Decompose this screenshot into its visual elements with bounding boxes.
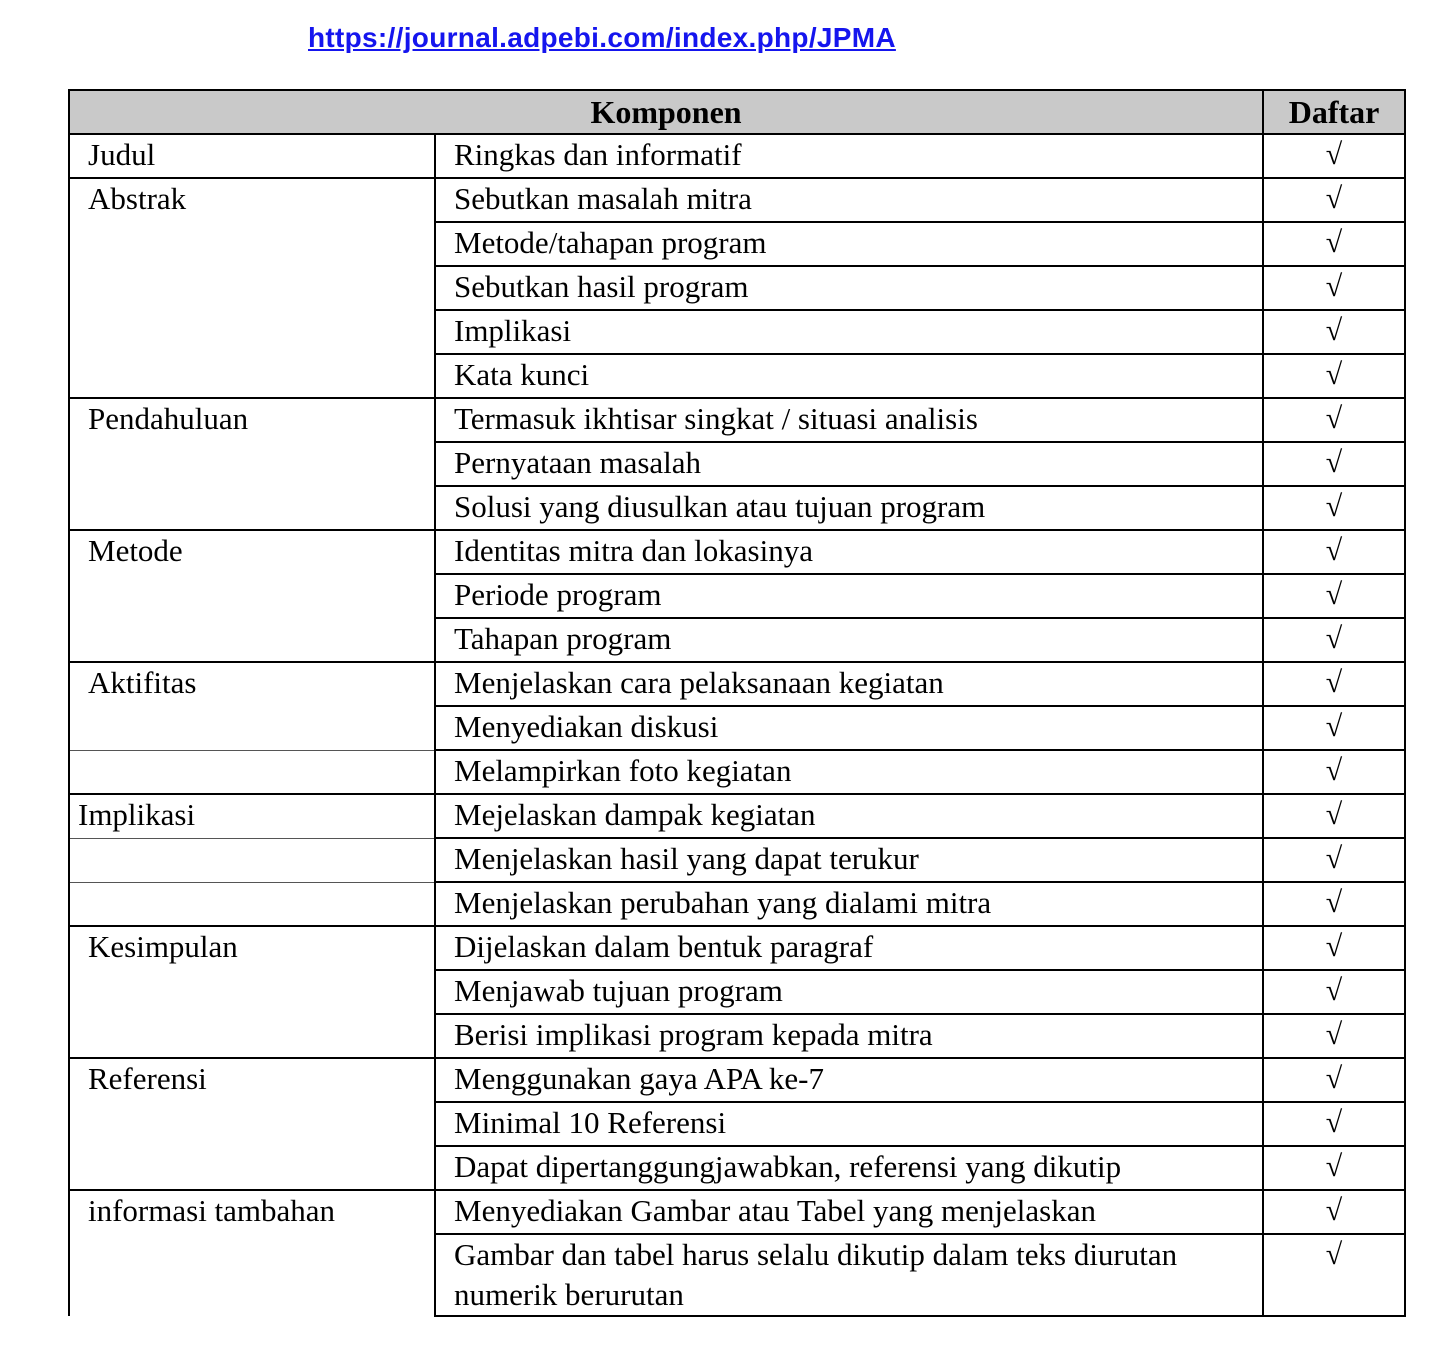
criteria-item: Gambar dan tabel harus selalu dikutip dalam teks diurutan numerik berurutan — [435, 1234, 1263, 1316]
criteria-item: Menjelaskan cara pelaksanaan kegiatan — [435, 662, 1263, 706]
criteria-item: Sebutkan masalah mitra — [435, 178, 1263, 222]
component-name: Judul — [69, 134, 435, 178]
check-mark: √ — [1263, 794, 1405, 838]
check-mark: √ — [1263, 706, 1405, 750]
criteria-item: Menjawab tujuan program — [435, 970, 1263, 1014]
component-name: Kesimpulan — [69, 926, 435, 1058]
component-name-empty — [69, 882, 435, 926]
check-mark: √ — [1263, 134, 1405, 178]
check-mark: √ — [1263, 1058, 1405, 1102]
check-mark: √ — [1263, 1146, 1405, 1190]
criteria-item: Periode program — [435, 574, 1263, 618]
table-row — [69, 750, 1405, 794]
table-row — [69, 794, 1405, 838]
table-row — [69, 882, 1405, 926]
criteria-item: Melampirkan foto kegiatan — [435, 750, 1263, 794]
criteria-item: Termasuk ikhtisar singkat / situasi analisis — [435, 398, 1263, 442]
check-mark: √ — [1263, 222, 1405, 266]
table-header-row — [69, 90, 1405, 134]
table-row — [69, 178, 1405, 222]
check-mark: √ — [1263, 178, 1405, 222]
check-mark: √ — [1263, 1014, 1405, 1058]
journal-url-link[interactable]: https://journal.adpebi.com/index.php/JPMA — [308, 22, 896, 53]
header-komponen: Komponen — [69, 90, 1263, 134]
component-name: Abstrak — [69, 178, 435, 398]
check-mark: √ — [1263, 1102, 1405, 1146]
check-mark: √ — [1263, 1234, 1405, 1316]
checklist-body — [69, 134, 1405, 1316]
header-daftar: Daftar — [1263, 90, 1405, 134]
criteria-item: Menyediakan diskusi — [435, 706, 1263, 750]
component-name: Referensi — [69, 1058, 435, 1190]
component-name-empty — [69, 706, 435, 750]
check-mark: √ — [1263, 398, 1405, 442]
check-mark: √ — [1263, 970, 1405, 1014]
check-mark: √ — [1263, 662, 1405, 706]
criteria-item: Dijelaskan dalam bentuk paragraf — [435, 926, 1263, 970]
table-row — [69, 662, 1405, 706]
criteria-item: Menjelaskan hasil yang dapat terukur — [435, 838, 1263, 882]
check-mark: √ — [1263, 486, 1405, 530]
check-mark: √ — [1263, 926, 1405, 970]
check-mark: √ — [1263, 750, 1405, 794]
component-name: Aktifitas — [69, 662, 435, 706]
criteria-item: Metode/tahapan program — [435, 222, 1263, 266]
checklist-table — [68, 89, 1406, 1317]
table-row — [69, 926, 1405, 970]
component-name-empty — [69, 750, 435, 794]
check-mark: √ — [1263, 618, 1405, 662]
table-row — [69, 838, 1405, 882]
criteria-item: Kata kunci — [435, 354, 1263, 398]
component-name: informasi tambahan — [69, 1190, 435, 1316]
check-mark: √ — [1263, 530, 1405, 574]
check-mark: √ — [1263, 574, 1405, 618]
criteria-item: Identitas mitra dan lokasinya — [435, 530, 1263, 574]
table-row — [69, 530, 1405, 574]
criteria-item: Minimal 10 Referensi — [435, 1102, 1263, 1146]
component-name: Implikasi — [69, 794, 435, 838]
criteria-item: Solusi yang diusulkan atau tujuan program — [435, 486, 1263, 530]
check-mark: √ — [1263, 354, 1405, 398]
criteria-item: Mejelaskan dampak kegiatan — [435, 794, 1263, 838]
table-row — [69, 1058, 1405, 1102]
check-mark: √ — [1263, 442, 1405, 486]
criteria-item: Dapat dipertanggungjawabkan, referensi yang dikutip — [435, 1146, 1263, 1190]
criteria-item: Berisi implikasi program kepada mitra — [435, 1014, 1263, 1058]
check-mark: √ — [1263, 266, 1405, 310]
component-name-empty — [69, 838, 435, 882]
criteria-item: Pernyataan masalah — [435, 442, 1263, 486]
check-mark: √ — [1263, 310, 1405, 354]
criteria-item: Menjelaskan perubahan yang dialami mitra — [435, 882, 1263, 926]
table-row — [69, 1190, 1405, 1234]
check-mark: √ — [1263, 838, 1405, 882]
criteria-item: Sebutkan hasil program — [435, 266, 1263, 310]
criteria-item: Implikasi — [435, 310, 1263, 354]
check-mark: √ — [1263, 882, 1405, 926]
check-mark: √ — [1263, 1190, 1405, 1234]
table-row — [69, 706, 1405, 750]
component-name: Pendahuluan — [69, 398, 435, 530]
criteria-item: Menyediakan Gambar atau Tabel yang menjelaskan — [435, 1190, 1263, 1234]
criteria-item: Menggunakan gaya APA ke-7 — [435, 1058, 1263, 1102]
criteria-item: Tahapan program — [435, 618, 1263, 662]
table-row — [69, 398, 1405, 442]
table-row — [69, 134, 1405, 178]
component-name: Metode — [69, 530, 435, 662]
criteria-item: Ringkas dan informatif — [435, 134, 1263, 178]
